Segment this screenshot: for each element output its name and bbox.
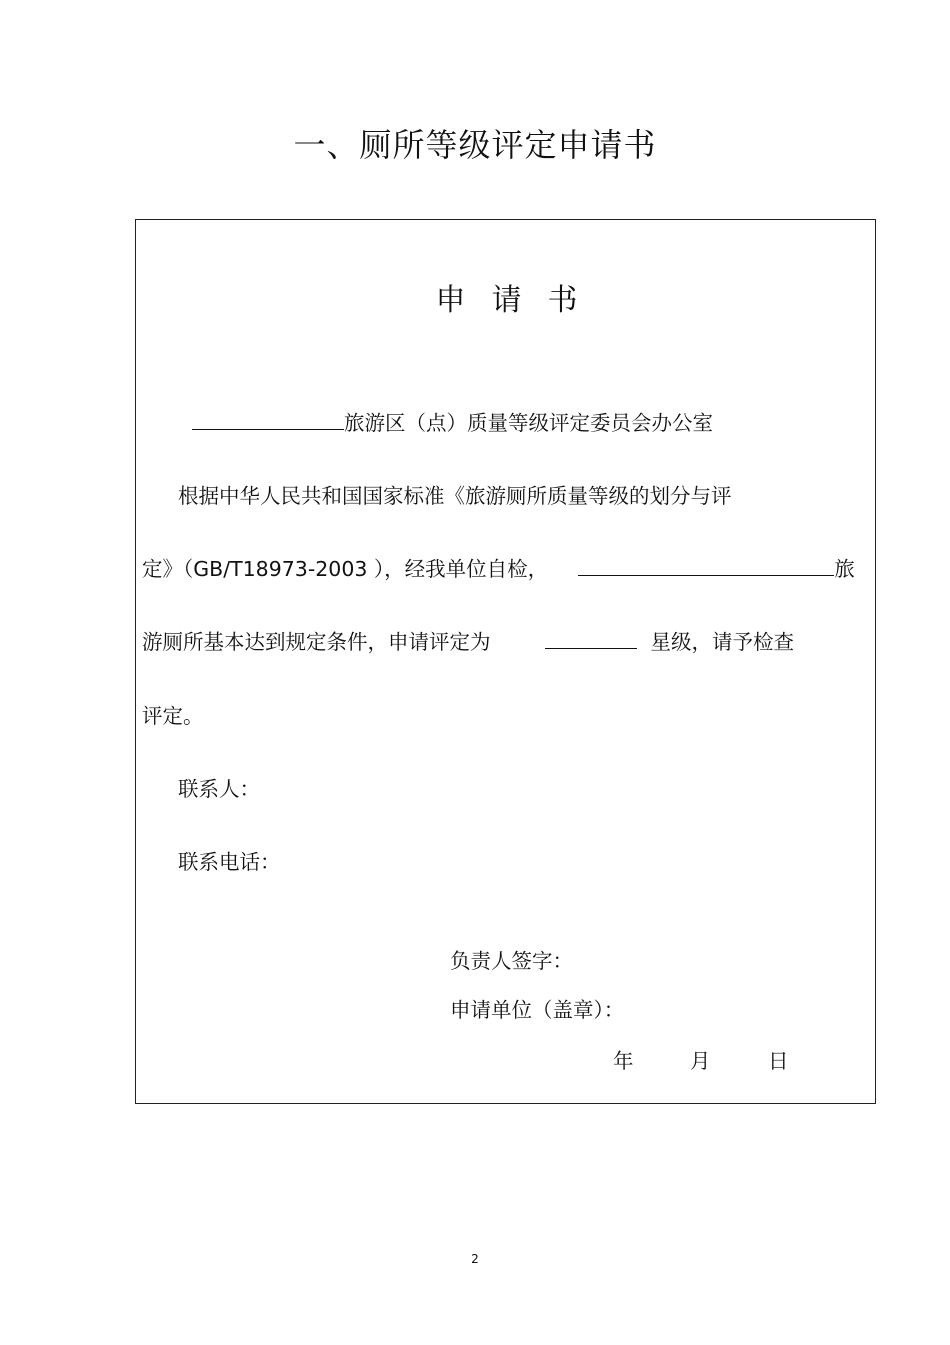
contact-phone-label: 联系电话： <box>178 850 281 874</box>
star-level-blank[interactable] <box>545 628 637 649</box>
application-form <box>135 219 876 1104</box>
body-line-4: 评定。 <box>142 704 204 728</box>
body-line-2-end: 旅 <box>834 557 855 581</box>
body-line-1: 根据中华人民共和国国家标准《旅游厕所质量等级的划分与评 <box>178 484 732 508</box>
body-line-3-end: 星级，请予检查 <box>650 630 794 654</box>
page-number: 2 <box>471 1252 479 1266</box>
date-month: 月 <box>690 1049 711 1073</box>
applicant-name-blank[interactable] <box>578 555 834 576</box>
date-day: 日 <box>768 1049 789 1073</box>
contact-person-label: 联系人： <box>178 777 260 801</box>
addressee-blank[interactable] <box>192 409 344 430</box>
signature-label: 负责人签字： <box>450 949 573 973</box>
body-line-2-start: 定》（GB/T18973-2003 ），经我单位自检， <box>142 557 549 581</box>
body-line-3 <box>142 625 794 655</box>
applicant-seal-label: 申请单位（盖章）： <box>450 998 625 1022</box>
body-line-2 <box>142 552 855 582</box>
form-heading: 申请书 <box>435 283 604 318</box>
body-line-3-start: 游厕所基本达到规定条件，申请评定为 <box>142 630 491 654</box>
addressee-suffix: 旅游区（点）质量等级评定委员会办公室 <box>344 411 713 435</box>
addressee-line <box>192 406 713 436</box>
date-year: 年 <box>613 1049 634 1073</box>
page-title: 一、厕所等级评定申请书 <box>293 126 657 164</box>
